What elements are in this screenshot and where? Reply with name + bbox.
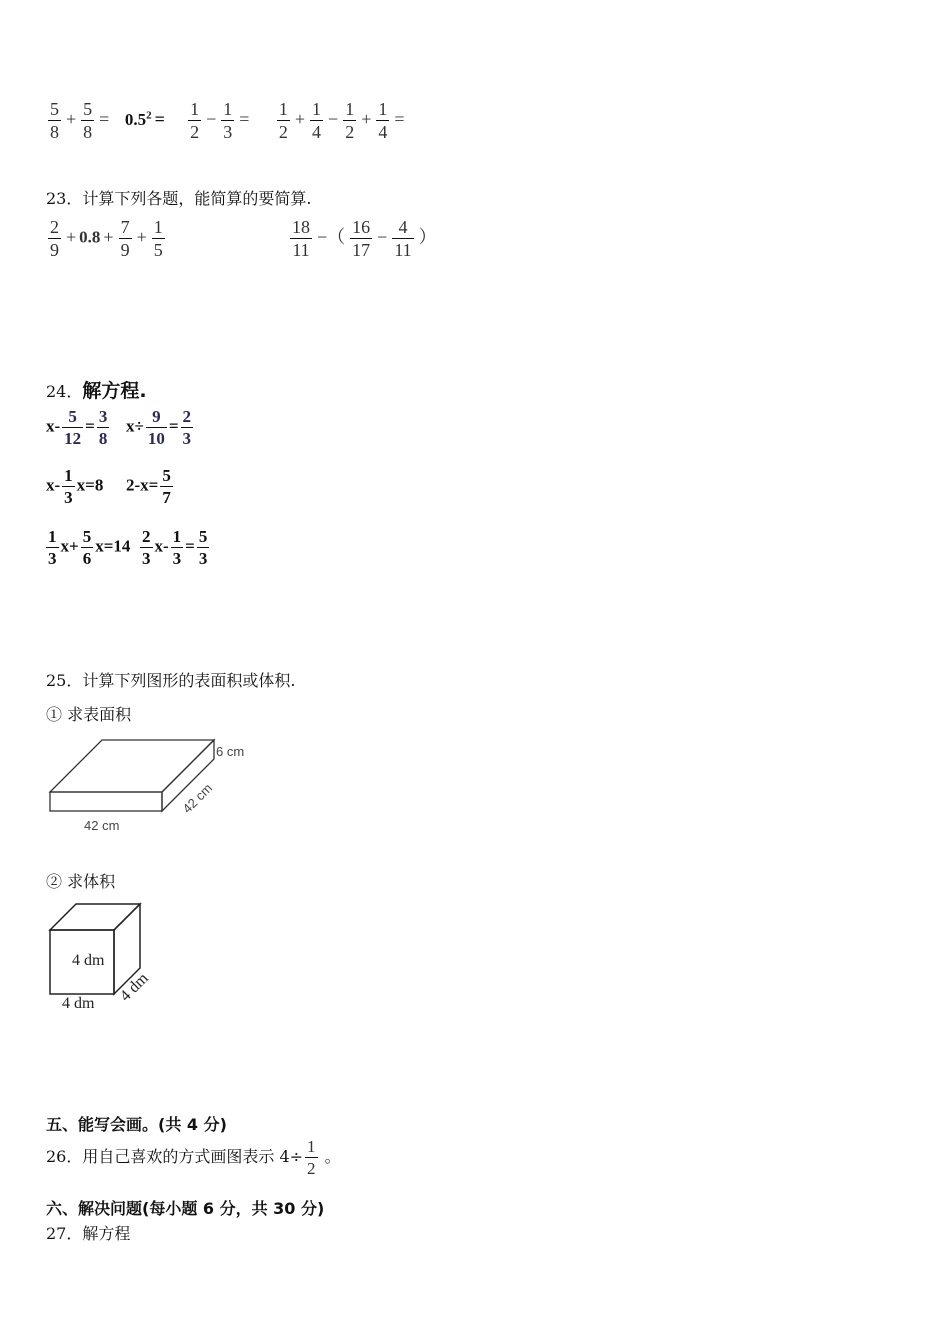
cuboid-front-face <box>50 792 162 811</box>
q26-line: 26．用自己喜欢的方式画图表示 4÷ $\frac{1}{2}$ 。 <box>46 1137 341 1178</box>
section-6-title: 六、解决问题(每小题 6 分，共 30 分) <box>46 1199 325 1218</box>
cuboid-height-label: 6 cm <box>216 744 245 759</box>
section-5-title: 五、能写会画。(共 4 分) <box>46 1115 227 1134</box>
equation-3a: $\frac{1}{3}$ x+ $\frac{5}{6}$ x=14 <box>48 527 131 568</box>
equation-2b: 2-x= $\frac{5}{7}$ <box>126 466 171 507</box>
cube-depth-label: 4 dm <box>116 969 152 1005</box>
expr-4: $\frac{1}{2}$ + $\frac{1}{4}$ − $\frac{1}{2}$ + $\frac{1}{4}$ = <box>278 99 405 142</box>
cuboid-width-label: 42 cm <box>84 818 120 833</box>
equation-3b: $\frac{2}{3}$ x- $\frac{1}{3}$ = $\frac{5}{3}$ <box>142 527 208 568</box>
equation-1b: x÷ $\frac{9}{10}$ = $\frac{2}{3}$ <box>126 407 192 448</box>
q23-title: 23．计算下列各题，能简算的要简算. <box>46 189 312 208</box>
q25-sub1: ① 求表面积 <box>46 705 132 724</box>
cuboid-figure <box>40 730 260 840</box>
q24-title: 24．解方程. <box>46 380 147 402</box>
expr-3: $\frac{1}{2}$ − $\frac{1}{3}$ = <box>190 99 250 142</box>
cube-figure <box>44 898 174 1018</box>
equation-1a: x- $\frac{5}{12}$ = $\frac{3}{8}$ <box>46 407 108 448</box>
q23-expr-2: $\frac{18}{11}$ −（ $\frac{16}{17}$ − $\frac{4}{11}$ ） <box>292 217 437 260</box>
q25-title: 25．计算下列图形的表面积或体积. <box>46 671 296 690</box>
cube-height-label: 4 dm <box>72 952 105 969</box>
expr-1: $\frac{5}{8}$ + $\frac{5}{8}$ = <box>50 99 110 142</box>
cube-width-label: 4 dm <box>62 995 95 1012</box>
expr-2: $0.5^2$ = <box>124 108 165 129</box>
q27-title: 27．解方程 <box>46 1224 131 1243</box>
calc-row-1 <box>46 100 408 141</box>
equation-2a: x- $\frac{1}{3}$ x=8 <box>46 466 104 507</box>
cuboid-depth-label: 42 cm <box>179 780 216 817</box>
q25-sub2: ② 求体积 <box>46 872 116 891</box>
q23-expr-1: $\frac{2}{9}$ + 0.8 + $\frac{7}{9}$ + $\frac{1}{5}$ <box>50 217 163 260</box>
